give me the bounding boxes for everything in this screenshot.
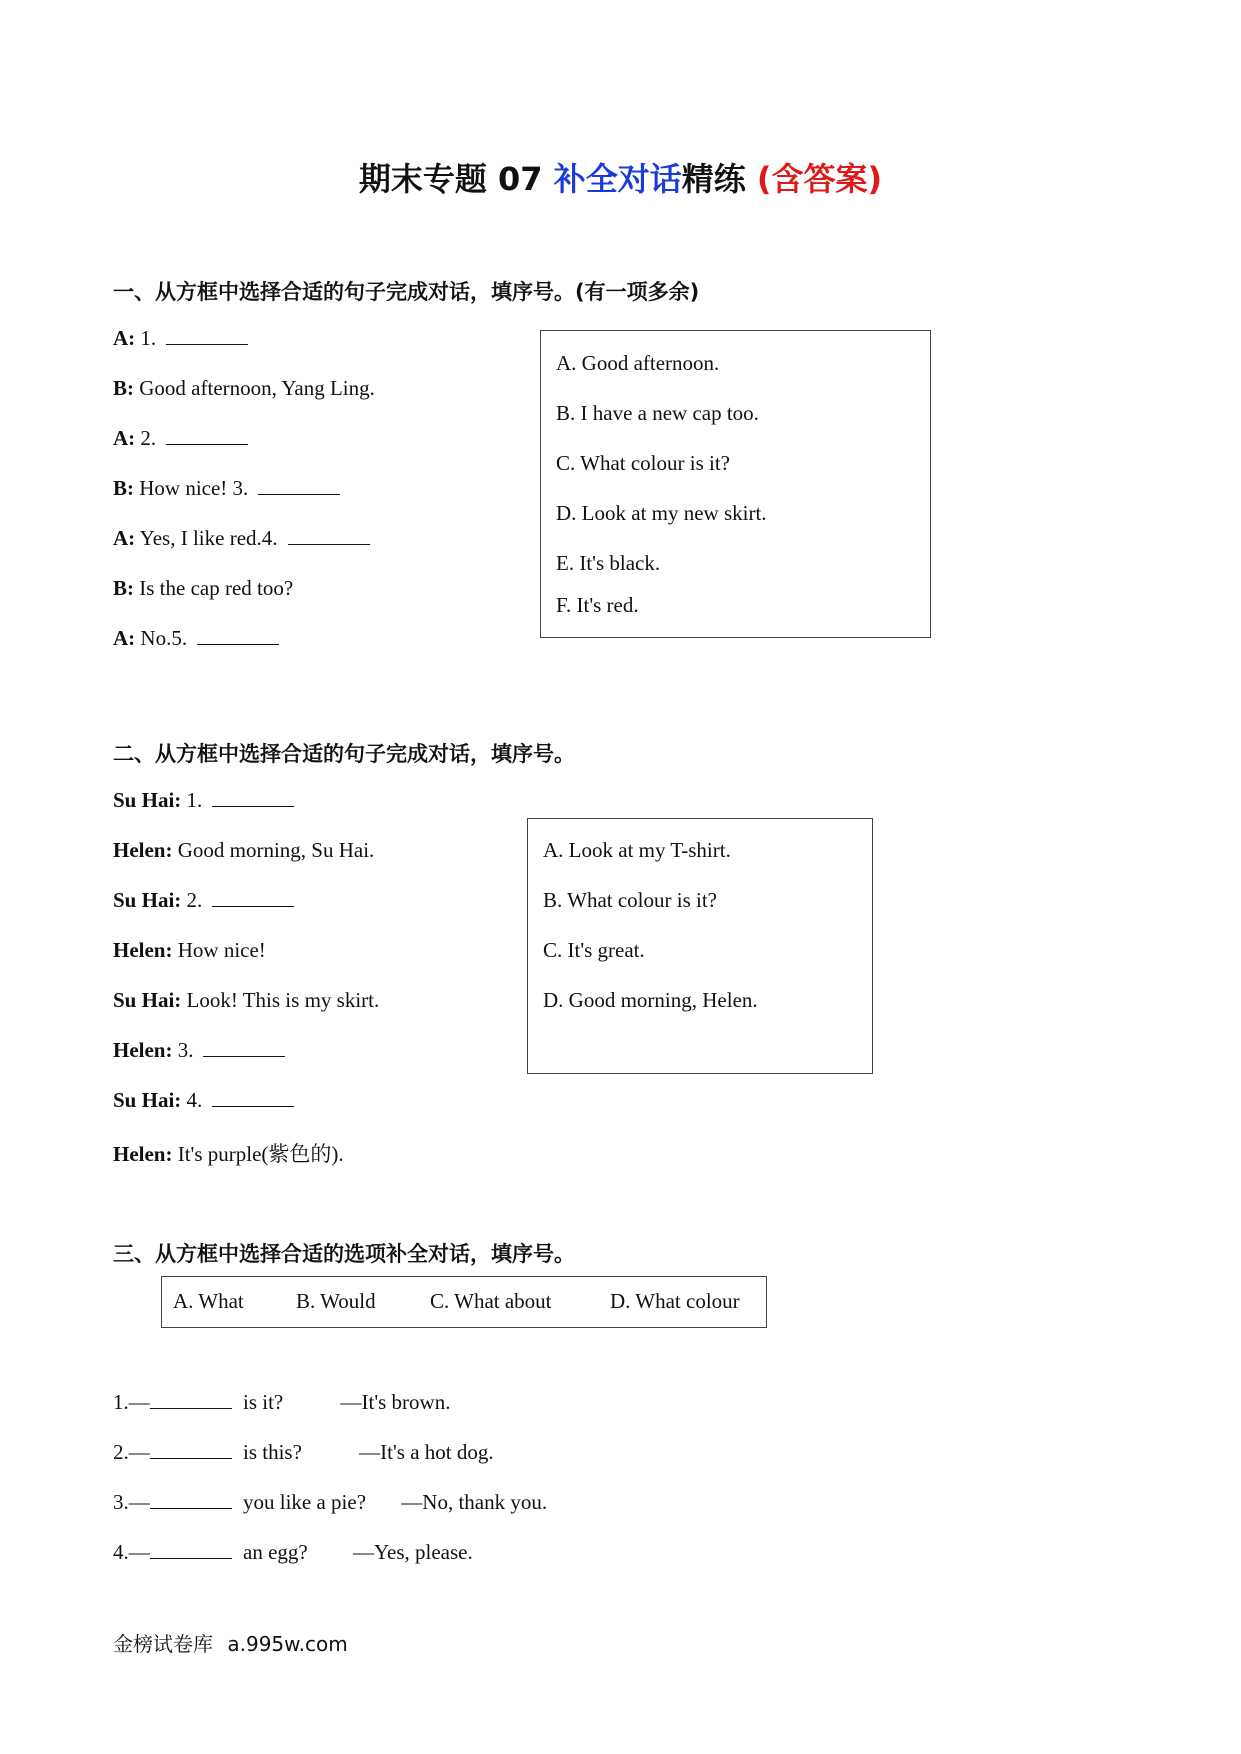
footer [113, 1628, 348, 1657]
section1-line [113, 526, 370, 551]
speaker-label: Helen: [113, 1038, 173, 1062]
answer-blank[interactable] [150, 1390, 232, 1409]
answer-blank[interactable] [203, 1038, 285, 1057]
line-text: 2. [140, 426, 157, 450]
section1-line [113, 426, 248, 451]
section2-line [113, 788, 294, 813]
section1-line [113, 326, 248, 351]
option-item: B. What colour is it? [543, 888, 717, 912]
answer-blank[interactable] [197, 626, 279, 645]
line-text: 1. [140, 326, 157, 350]
line-text: 1. [186, 788, 203, 812]
option-item: B. I have a new cap too. [556, 401, 759, 425]
question-text: an egg? [243, 1540, 308, 1564]
page-title [0, 154, 1241, 200]
speaker-label: Helen: [113, 838, 173, 862]
section3-heading: 三、从方框中选择合适的选项补全对话，填序号。 [113, 1242, 575, 1266]
speaker-label: A: [113, 326, 136, 350]
option-item: C. What colour is it? [556, 451, 730, 475]
title-practice: 精练 [681, 160, 746, 198]
option-item: C. It's great. [543, 938, 645, 962]
question-text: is this? [243, 1440, 302, 1464]
line-text: Look! This is my skirt. [186, 988, 380, 1012]
section2-line [113, 1138, 344, 1168]
option-item: A. Good afternoon. [556, 351, 720, 375]
speaker-label: Helen: [113, 1142, 173, 1166]
section1-line [113, 376, 375, 401]
option-item: D. Good morning, Helen. [543, 988, 758, 1012]
line-text: Good morning, Su Hai. [177, 838, 375, 862]
answer-blank[interactable] [212, 1088, 294, 1107]
line-text: Good afternoon, Yang Ling. [139, 376, 375, 400]
answer-blank[interactable] [150, 1440, 232, 1459]
footer-brand: 金榜试卷库 [113, 1632, 213, 1656]
answer-blank[interactable] [258, 476, 340, 495]
speaker-label: A: [113, 626, 136, 650]
section1-line [113, 626, 279, 651]
answer-blank[interactable] [166, 326, 248, 345]
speaker-label: Su Hai: [113, 1088, 182, 1112]
line-text: 2. [186, 888, 203, 912]
section2-line [113, 888, 294, 913]
line-text: Yes, I like red.4. [139, 526, 278, 550]
line-text: No.5. [140, 626, 188, 650]
section1-line [113, 576, 293, 601]
answer-blank[interactable] [212, 788, 294, 807]
line-text: It's purple(紫色的). [177, 1142, 344, 1166]
answer-blank[interactable] [212, 888, 294, 907]
answer-blank[interactable] [150, 1490, 232, 1509]
answer-blank[interactable] [166, 426, 248, 445]
speaker-label: Su Hai: [113, 788, 182, 812]
section3-item [113, 1440, 494, 1465]
speaker-label: A: [113, 426, 136, 450]
option-item: E. It's black. [556, 551, 661, 575]
title-topic: 补全对话 [553, 160, 682, 198]
option-item: F. It's red. [556, 593, 639, 617]
speaker-label: Helen: [113, 938, 173, 962]
option-item: A. Look at my T-shirt. [543, 838, 731, 862]
option-item: D. What colour [610, 1289, 740, 1313]
option-item: D. Look at my new skirt. [556, 501, 767, 525]
section3-item [113, 1540, 473, 1565]
section2-line [113, 1038, 285, 1063]
line-text: 3. [177, 1038, 194, 1062]
reply-text: —No, thank you. [401, 1490, 548, 1514]
item-number: 2.— [113, 1440, 150, 1464]
speaker-label: Su Hai: [113, 888, 182, 912]
reply-text: —Yes, please. [352, 1540, 473, 1564]
section2-line [113, 838, 374, 863]
reply-text: —It's a hot dog. [359, 1440, 494, 1464]
title-answer-note: (含答案) [756, 160, 883, 198]
speaker-label: B: [113, 576, 134, 600]
line-text: How nice! [177, 938, 266, 962]
speaker-label: B: [113, 476, 134, 500]
option-item: C. What about [430, 1289, 552, 1313]
section2-line [113, 1088, 294, 1113]
speaker-label: Su Hai: [113, 988, 182, 1012]
reply-text: —It's brown. [340, 1390, 451, 1414]
line-text: 4. [186, 1088, 203, 1112]
speaker-label: A: [113, 526, 136, 550]
item-number: 3.— [113, 1490, 150, 1514]
section1-heading: 一、从方框中选择合适的句子完成对话，填序号。(有一项多余) [113, 280, 700, 304]
section3-item [113, 1390, 450, 1415]
option-item: B. Would [296, 1289, 376, 1313]
question-text: is it? [243, 1390, 284, 1414]
question-text: you like a pie? [243, 1490, 367, 1514]
line-text: Is the cap red too? [139, 576, 294, 600]
item-number: 4.— [113, 1540, 150, 1564]
title-prefix: 期末专题 07 [358, 160, 543, 198]
speaker-label: B: [113, 376, 134, 400]
section2-line [113, 938, 266, 963]
section1-line [113, 476, 340, 501]
section2-heading: 二、从方框中选择合适的句子完成对话，填序号。 [113, 742, 575, 766]
option-item: A. What [173, 1289, 244, 1313]
answer-blank[interactable] [150, 1540, 232, 1559]
section1-option-box [540, 330, 931, 638]
item-number: 1.— [113, 1390, 150, 1414]
answer-blank[interactable] [288, 526, 370, 545]
footer-url[interactable]: a.995w.com [227, 1632, 348, 1656]
section2-line [113, 988, 379, 1013]
line-text: How nice! 3. [139, 476, 249, 500]
section3-item [113, 1490, 547, 1515]
